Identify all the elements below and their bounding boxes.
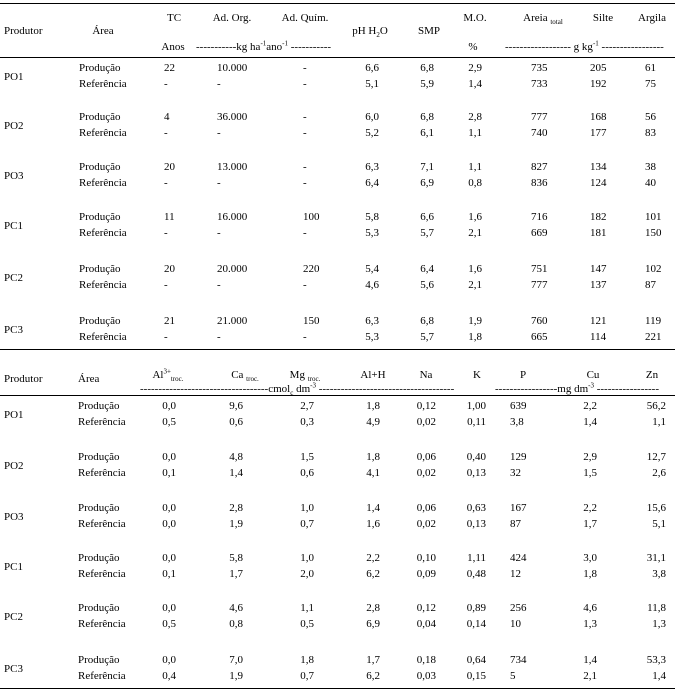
table-cell: 1,8	[300, 654, 314, 666]
table-cell: 827	[531, 161, 548, 173]
table-cell: 716	[531, 211, 548, 223]
table-cell: 182	[590, 211, 607, 223]
table-cell: 1,4	[652, 670, 666, 682]
table-cell: 734	[510, 654, 527, 666]
table-cell: 119	[645, 315, 662, 327]
table-cell: 4,6	[365, 279, 379, 291]
row-produtor: PO1	[4, 409, 24, 421]
table-cell: 124	[590, 177, 607, 189]
header-tc-unit: Anos	[161, 41, 185, 53]
row-produtor: PC3	[4, 663, 23, 675]
table-cell: 0,7	[300, 518, 314, 530]
table-cell: 1,0	[300, 502, 314, 514]
table-cell: 5,2	[365, 127, 379, 139]
header-smp: SMP	[417, 25, 441, 37]
table-cell: 20	[164, 263, 175, 275]
table-cell: -	[164, 127, 168, 139]
table-cell: -	[217, 78, 221, 90]
table-cell: 6,3	[365, 161, 379, 173]
table-cell: 1,00	[466, 400, 486, 412]
table-cell: -	[164, 227, 168, 239]
table-cell: 0,5	[162, 416, 176, 428]
table-cell: 4,1	[366, 467, 380, 479]
header-mo-unit: %	[468, 41, 478, 53]
table-cell: 2,9	[468, 62, 482, 74]
table-cell: 61	[645, 62, 656, 74]
header-ad-quim: Ad. Quím.	[281, 12, 329, 24]
table-cell: 6,8	[420, 315, 434, 327]
table-cell: 7,1	[420, 161, 434, 173]
table-cell: 2,6	[652, 467, 666, 479]
table-cell: 21.000	[217, 315, 248, 327]
row-produtor: PC2	[4, 272, 23, 284]
table-cell: 2,7	[300, 400, 314, 412]
table-cell: 5,1	[652, 518, 666, 530]
table-cell: 0,0	[162, 518, 176, 530]
table-cell: -	[303, 111, 307, 123]
row-produtor: PO3	[4, 170, 24, 182]
table-cell: 10.000	[217, 62, 248, 74]
table-cell: -	[303, 161, 307, 173]
table-cell: 114	[590, 331, 607, 343]
table-cell: 0,63	[466, 502, 486, 514]
table-cell: 2,1	[468, 279, 482, 291]
top-rule	[0, 3, 675, 4]
table-cell: 0,02	[416, 416, 436, 428]
table-cell: 6,6	[420, 211, 434, 223]
table-cell: 129	[510, 451, 527, 463]
row-area-label: Produção	[79, 211, 121, 223]
table-cell: 1,8	[583, 568, 597, 580]
header-al: $Al^{3+}_{troc.}$	[152, 367, 184, 384]
row-area-label: Produção	[79, 315, 121, 327]
table-cell: 15,6	[646, 502, 666, 514]
row-area-label: Produção	[78, 602, 120, 614]
table-cell: 0,4	[162, 670, 176, 682]
table-cell: 12	[510, 568, 521, 580]
table-cell: 0,0	[162, 502, 176, 514]
table-cell: -	[164, 78, 168, 90]
table-cell: 83	[645, 127, 656, 139]
table-cell: 0,0	[162, 400, 176, 412]
table-cell: 0,89	[466, 602, 486, 614]
table-cell: 177	[590, 127, 607, 139]
table-separator-rule	[0, 349, 675, 350]
table-cell: 1,3	[652, 618, 666, 630]
header-silte: Silte	[592, 12, 614, 24]
table-cell: 0,14	[466, 618, 486, 630]
row-area-label: Referência	[78, 518, 126, 530]
table-cell: 256	[510, 602, 527, 614]
table-cell: -	[303, 279, 307, 291]
table-cell: 6,6	[365, 62, 379, 74]
table-cell: 0,13	[466, 467, 486, 479]
header-zn: Zn	[645, 369, 659, 381]
row-area-label: Referência	[79, 227, 127, 239]
table-cell: -	[164, 177, 168, 189]
table-cell: 0,13	[466, 518, 486, 530]
table-cell: 220	[303, 263, 320, 275]
row-produtor: PC3	[4, 324, 23, 336]
table-cell: 16.000	[217, 211, 248, 223]
table-cell: 6,3	[365, 315, 379, 327]
table-cell: 36.000	[217, 111, 248, 123]
table-cell: 4,8	[229, 451, 243, 463]
table-cell: 1,4	[468, 78, 482, 90]
header-cu: Cu	[586, 369, 600, 381]
table-cell: 6,4	[420, 263, 434, 275]
table-cell: 5,3	[365, 331, 379, 343]
header-argila: Argila	[638, 12, 666, 24]
table-cell: 2,1	[583, 670, 597, 682]
row-produtor: PO2	[4, 460, 24, 472]
table-cell: 168	[590, 111, 607, 123]
row-area-label: Produção	[79, 62, 121, 74]
header1-rule	[0, 57, 675, 58]
table-cell: -	[164, 279, 168, 291]
row-area-label: Referência	[78, 618, 126, 630]
table-cell: 4,9	[366, 416, 380, 428]
table-cell: 0,48	[466, 568, 486, 580]
row-produtor: PO1	[4, 71, 24, 83]
header-produtor: Produtor	[4, 25, 43, 37]
row-area-label: Referência	[79, 78, 127, 90]
row-produtor: PO3	[4, 511, 24, 523]
table-cell: 0,12	[416, 602, 436, 614]
table-cell: 1,8	[468, 331, 482, 343]
table-cell: 0,5	[162, 618, 176, 630]
table-cell: 87	[645, 279, 656, 291]
table-cell: 0,11	[467, 416, 486, 428]
table-cell: 9,6	[229, 400, 243, 412]
table-cell: 0,40	[466, 451, 486, 463]
row-area-label: Referência	[79, 331, 127, 343]
table-cell: 22	[164, 62, 175, 74]
table-cell: 5,3	[365, 227, 379, 239]
row-area-label: Produção	[78, 502, 120, 514]
table-cell: 0,7	[300, 670, 314, 682]
table-cell: 0,02	[416, 467, 436, 479]
table-cell: 1,4	[583, 654, 597, 666]
table-cell: 6,8	[420, 62, 434, 74]
table-cell: 777	[531, 279, 548, 291]
table-cell: 12,7	[646, 451, 666, 463]
table-cell: 5,7	[420, 331, 434, 343]
table-cell: 1,7	[229, 568, 243, 580]
table-cell: 137	[590, 279, 607, 291]
table-cell: 1,4	[583, 416, 597, 428]
table-cell: 669	[531, 227, 548, 239]
table-cell: 0,3	[300, 416, 314, 428]
table-cell: 5,6	[420, 279, 434, 291]
table-cell: 1,7	[366, 654, 380, 666]
table-cell: 0,03	[416, 670, 436, 682]
table-cell: 1,0	[300, 552, 314, 564]
table-cell: 665	[531, 331, 548, 343]
table-cell: 101	[645, 211, 662, 223]
table-cell: 2,8	[366, 602, 380, 614]
table-cell: 11,8	[647, 602, 666, 614]
table-cell: 5	[510, 670, 516, 682]
row-area-label: Produção	[78, 552, 120, 564]
table-cell: 733	[531, 78, 548, 90]
table-cell: 6,9	[366, 618, 380, 630]
table-cell: 735	[531, 62, 548, 74]
row-area-label: Produção	[78, 400, 120, 412]
table-cell: 7,0	[229, 654, 243, 666]
table-cell: 6,1	[420, 127, 434, 139]
row-area-label: Produção	[78, 451, 120, 463]
table-cell: 751	[531, 263, 548, 275]
header-area: Área	[78, 373, 100, 385]
table-cell: 1,9	[229, 670, 243, 682]
table-cell: 1,6	[468, 263, 482, 275]
table-cell: 0,8	[468, 177, 482, 189]
table-cell: 2,9	[583, 451, 597, 463]
table-cell: 0,1	[162, 467, 176, 479]
table-cell: 1,8	[366, 400, 380, 412]
header-na: Na	[419, 369, 433, 381]
table-cell: 836	[531, 177, 548, 189]
table-cell: 2,2	[366, 552, 380, 564]
table-cell: 760	[531, 315, 548, 327]
row-produtor: PC1	[4, 561, 23, 573]
table-cell: 167	[510, 502, 527, 514]
header-mg: Mg $_{troc.}$	[289, 369, 321, 384]
table-cell: 0,06	[416, 451, 436, 463]
table-cell: 0,06	[416, 502, 436, 514]
table-cell: 20	[164, 161, 175, 173]
table-cell: 0,64	[466, 654, 486, 666]
table-cell: 424	[510, 552, 527, 564]
header-tc: TC	[166, 12, 182, 24]
table-cell: 3,0	[583, 552, 597, 564]
table-cell: 5,4	[365, 263, 379, 275]
table-cell: 4	[164, 111, 170, 123]
table-cell: 6,4	[365, 177, 379, 189]
table-cell: 0,0	[162, 654, 176, 666]
table-cell: -	[217, 127, 221, 139]
table-cell: 0,8	[229, 618, 243, 630]
table-cell: 5,8	[365, 211, 379, 223]
table-cell: 1,5	[300, 451, 314, 463]
row-produtor: PO2	[4, 120, 24, 132]
table-cell: 150	[645, 227, 662, 239]
table-cell: 100	[303, 211, 320, 223]
table-cell: 1,8	[366, 451, 380, 463]
table-cell: 150	[303, 315, 320, 327]
row-area-label: Referência	[78, 670, 126, 682]
header-mo: M.O.	[463, 12, 487, 24]
table-cell: 0,10	[416, 552, 436, 564]
row-area-label: Referência	[78, 467, 126, 479]
table-cell: 5,1	[365, 78, 379, 90]
header-ca: Ca $_{troc.}$	[231, 369, 259, 384]
table-cell: 1,1	[468, 127, 482, 139]
header-p: P	[519, 369, 527, 381]
table-cell: 3,8	[652, 568, 666, 580]
table-cell: 192	[590, 78, 607, 90]
table-cell: 3,8	[510, 416, 524, 428]
table-cell: 13.000	[217, 161, 248, 173]
header-cmol-unit: -----------------------------------cmol$_c$ $dm^{-3}$ -------------------------------------	[140, 381, 455, 398]
header-produtor: Produtor	[4, 373, 43, 385]
table-cell: 40	[645, 177, 656, 189]
table-cell: 2,8	[468, 111, 482, 123]
table-cell: 777	[531, 111, 548, 123]
table-cell: -	[303, 78, 307, 90]
table-cell: 5,9	[420, 78, 434, 90]
table-cell: 2,8	[229, 502, 243, 514]
table-cell: 56	[645, 111, 656, 123]
table-cell: 205	[590, 62, 607, 74]
table-cell: -	[217, 331, 221, 343]
table-cell: 38	[645, 161, 656, 173]
table-cell: 2,0	[300, 568, 314, 580]
table-cell: -	[303, 331, 307, 343]
table-cell: 56,2	[646, 400, 666, 412]
table-cell: 2,1	[468, 227, 482, 239]
table-cell: 1,1	[652, 416, 666, 428]
table-cell: 1,6	[366, 518, 380, 530]
row-area-label: Referência	[79, 127, 127, 139]
header-ph: pH $H_2O$	[352, 25, 388, 40]
table-cell: 6,0	[365, 111, 379, 123]
table-cell: 75	[645, 78, 656, 90]
table-cell: 0,0	[162, 602, 176, 614]
table-cell: 1,9	[229, 518, 243, 530]
table-cell: 0,18	[416, 654, 436, 666]
table-cell: 5,7	[420, 227, 434, 239]
table-cell: 0,04	[416, 618, 436, 630]
table-cell: 639	[510, 400, 527, 412]
row-area-label: Referência	[79, 279, 127, 291]
header-kg-unit: -----------kg $ha^{-1}ano^{-1}$ -----------	[196, 39, 332, 53]
row-area-label: Referência	[78, 568, 126, 580]
header-k: K	[473, 369, 481, 381]
table-cell: -	[217, 227, 221, 239]
table-cell: 4,6	[229, 602, 243, 614]
table-cell: 2,2	[583, 400, 597, 412]
header-gkg-unit: ------------------ g $kg^{-1}$ -----------------	[505, 39, 664, 53]
table-cell: 20.000	[217, 263, 248, 275]
table-cell: 134	[590, 161, 607, 173]
table-cell: 1,9	[468, 315, 482, 327]
table-cell: -	[217, 279, 221, 291]
table-cell: 0,6	[300, 467, 314, 479]
table-cell: 32	[510, 467, 521, 479]
table-cell: 0,6	[229, 416, 243, 428]
table-cell: 1,4	[366, 502, 380, 514]
header-alh: Al+H	[360, 369, 386, 381]
table-cell: 0,12	[416, 400, 436, 412]
table-cell: 181	[590, 227, 607, 239]
table-cell: 1,1	[468, 161, 482, 173]
table-cell: 21	[164, 315, 175, 327]
row-area-label: Produção	[79, 263, 121, 275]
table-cell: 121	[590, 315, 607, 327]
table-cell: 0,15	[466, 670, 486, 682]
header2-rule	[0, 395, 675, 396]
table-cell: 0,1	[162, 568, 176, 580]
table-cell: 4,6	[583, 602, 597, 614]
table-cell: 102	[645, 263, 662, 275]
header-mgdm-unit: -----------------mg $dm^{-3}$ -----------------	[495, 381, 660, 395]
bottom-rule	[0, 688, 675, 689]
header-ad-org: Ad. Org.	[212, 12, 252, 24]
table-cell: 10	[510, 618, 521, 630]
table-cell: 1,6	[468, 211, 482, 223]
row-area-label: Produção	[79, 161, 121, 173]
header-areia: Areia $_{total}$	[523, 12, 563, 27]
table-cell: -	[303, 127, 307, 139]
table-cell: 1,4	[229, 467, 243, 479]
table-cell: 1,7	[583, 518, 597, 530]
row-area-label: Referência	[78, 416, 126, 428]
table-cell: -	[164, 331, 168, 343]
table-cell: -	[303, 227, 307, 239]
table-cell: 147	[590, 263, 607, 275]
row-area-label: Produção	[78, 654, 120, 666]
row-produtor: PC2	[4, 611, 23, 623]
table-cell: 1,1	[300, 602, 314, 614]
table-cell: 2,2	[583, 502, 597, 514]
table-cell: 6,2	[366, 670, 380, 682]
table-cell: 1,11	[467, 552, 486, 564]
table-cell: 0,0	[162, 451, 176, 463]
table-cell: 221	[645, 331, 662, 343]
header-area: Área	[92, 25, 114, 37]
table-cell: 1,3	[583, 618, 597, 630]
table-cell: 1,5	[583, 467, 597, 479]
table-cell: 0,0	[162, 552, 176, 564]
table-cell: 53,3	[646, 654, 666, 666]
table-cell: -	[303, 177, 307, 189]
table-cell: -	[303, 62, 307, 74]
row-area-label: Produção	[79, 111, 121, 123]
table-cell: 87	[510, 518, 521, 530]
table-cell: 0,02	[416, 518, 436, 530]
table-cell: 31,1	[646, 552, 666, 564]
table-cell: 740	[531, 127, 548, 139]
table-cell: 6,9	[420, 177, 434, 189]
table-cell: 6,2	[366, 568, 380, 580]
table-cell: -	[217, 177, 221, 189]
row-produtor: PC1	[4, 220, 23, 232]
table-cell: 11	[164, 211, 175, 223]
row-area-label: Referência	[79, 177, 127, 189]
table-cell: 5,8	[229, 552, 243, 564]
table-cell: 6,8	[420, 111, 434, 123]
table-cell: 0,5	[300, 618, 314, 630]
table-cell: 0,09	[416, 568, 436, 580]
